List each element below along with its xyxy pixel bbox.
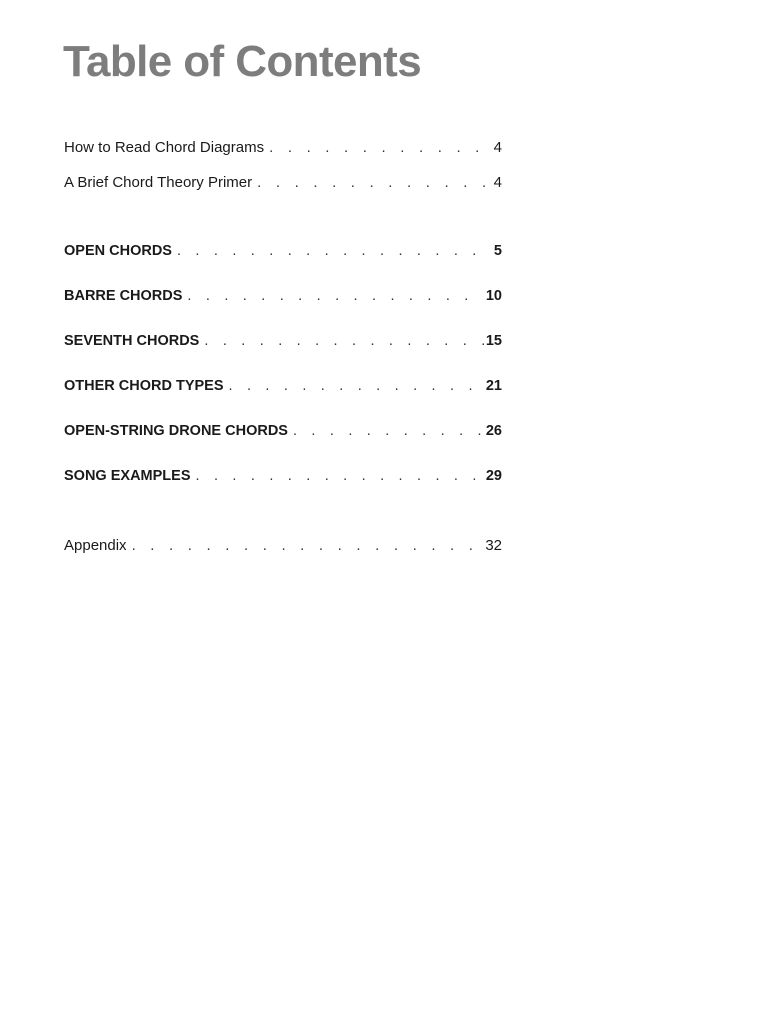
dot-leader: [257, 173, 492, 193]
toc-entry-page-number: 21: [485, 378, 502, 394]
dot-leader: [204, 331, 484, 351]
toc-entry-label: SONG EXAMPLES: [64, 468, 191, 484]
toc-entry-page-number: 5: [493, 243, 502, 259]
toc-entry-label: OPEN-STRING DRONE CHORDS: [64, 423, 288, 439]
toc-entry-page-number: 4: [493, 174, 502, 191]
toc-entry-page-number: 15: [485, 333, 502, 349]
toc-entry-label: Appendix: [64, 537, 127, 554]
dot-leader: [269, 138, 492, 158]
dot-leader: [229, 376, 484, 396]
toc-entry-label: OPEN CHORDS: [64, 243, 172, 259]
toc-entry-open-chords[interactable]: [64, 241, 502, 261]
dot-leader: [187, 286, 483, 306]
toc-entry-label: OTHER CHORD TYPES: [64, 378, 224, 394]
toc-entry-page-number: 10: [485, 288, 502, 304]
toc-entry-label: A Brief Chord Theory Primer: [64, 174, 253, 191]
toc-entry-barre-chords[interactable]: [64, 286, 502, 306]
toc-entry-page-number: 32: [485, 537, 502, 554]
toc-entry-page-number: 4: [493, 139, 502, 156]
toc-entry-label: BARRE CHORDS: [64, 288, 183, 304]
toc-entry-how-to-read-chord-diagrams[interactable]: [64, 138, 502, 158]
toc-entry-appendix[interactable]: [64, 536, 502, 556]
toc-entry-seventh-chords[interactable]: [64, 331, 502, 351]
toc-entry-open-string-drone-chords[interactable]: [64, 421, 502, 441]
toc-entry-label: SEVENTH CHORDS: [64, 333, 200, 349]
dot-leader: [132, 536, 484, 556]
toc-entry-other-chord-types[interactable]: [64, 376, 502, 396]
toc-entry-chord-theory-primer[interactable]: [64, 173, 502, 193]
page-title: Table of Contents: [63, 37, 422, 86]
toc-entry-page-number: 26: [485, 423, 502, 439]
dot-leader: [293, 421, 484, 441]
toc-entry-song-examples[interactable]: [64, 466, 502, 486]
dot-leader: [177, 241, 492, 261]
toc-entry-page-number: 29: [485, 468, 502, 484]
toc-entry-label: How to Read Chord Diagrams: [64, 139, 265, 156]
dot-leader: [196, 466, 484, 486]
